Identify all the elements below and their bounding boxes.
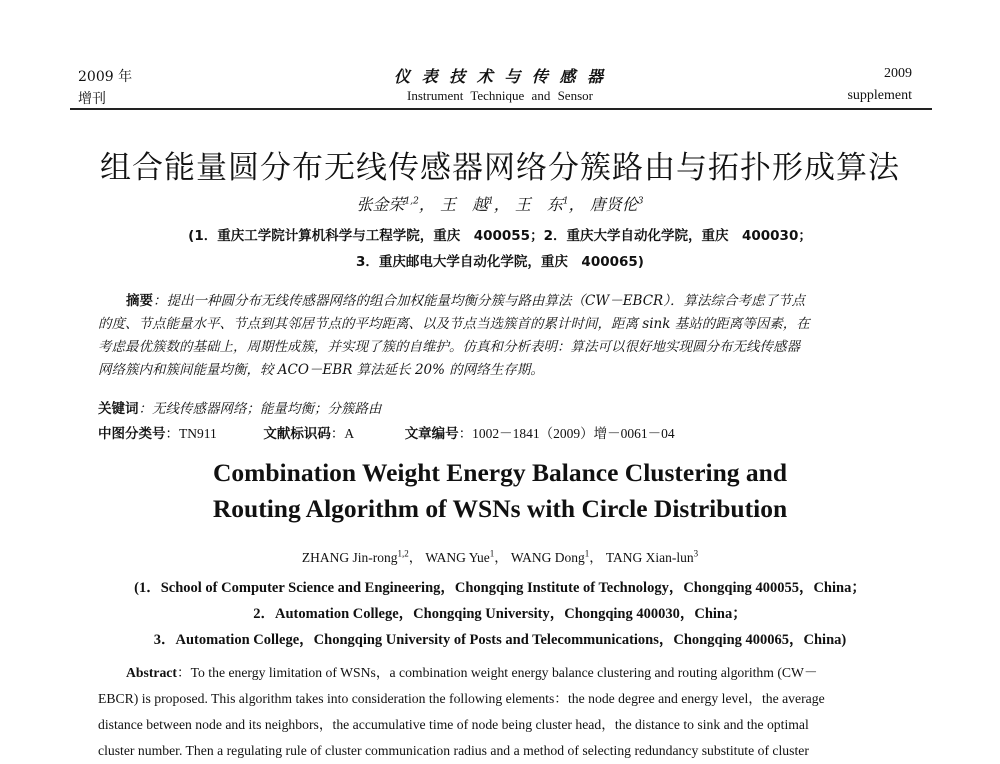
doc-code-label: 文献标识码: [263, 426, 331, 442]
journal-title-en: Instrument Technique and Sensor: [407, 88, 593, 103]
paper-title-en-line-2: Routing Algorithm of WSNs with Circle Distribution: [212, 494, 788, 523]
author-cn-4: 唐贤伦: [589, 195, 638, 214]
clc-label: 中图分类号: [98, 426, 166, 442]
author-en-4: TANG Xian-lun: [605, 550, 694, 565]
author-en-1: ZHANG Jin-rong: [301, 550, 398, 565]
authors-en: ZHANG Jin-rong$^{1,2}$， WANG Yue$^1$， WANG Dong$^1$， TANG Xian-lun$^3$: [301, 548, 699, 565]
article-no-value: ：1002－1841（2009）增－0061－04: [458, 426, 675, 441]
abstract-cn-line-2: 的度、节点能量水平、节点到其邻居节点的平均距离、以及节点当选簇首的累计时间，距离 sink 基站的距离等因素，在: [98, 316, 810, 332]
author-en-3: WANG Dong: [510, 550, 585, 565]
clc-value: ：TN911: [165, 426, 217, 441]
abstract-en-label: Abstract: [126, 665, 177, 680]
keywords-cn: [98, 398, 382, 421]
article-no-label: 文章编号: [404, 426, 459, 442]
paper-title-en-line-1: Combination Weight Energy Balance Clustering and: [212, 458, 788, 487]
author-en-1-sup: 1,2: [397, 548, 409, 559]
author-cn-1: 张金荣: [356, 195, 405, 214]
abstract-cn-line-3: 考虑最优簇数的基础上，周期性成簇，并实现了簇的自维护。仿真和分析表明：算法可以很好地实现圆分布无线传感器: [98, 339, 800, 355]
keywords-label: 关键词: [98, 401, 139, 417]
header-rule: [70, 108, 932, 110]
author-en-2-sup: 1: [489, 548, 495, 559]
header-right-sub: supplement: [847, 88, 912, 103]
affiliation-cn-line-2: 3．重庆邮电大学自动化学院，重庆 400065): [356, 254, 644, 270]
affiliation-cn-line-1: (1．重庆工学院计算机科学与工程学院，重庆 400055；2．重庆大学自动化学院，重庆 400030；: [188, 228, 812, 244]
classification-line: [98, 422, 918, 446]
abstract-en-line-1: ：To the energy limitation of WSNs，a combination weight energy balance clustering and routing algorithm (CW－: [176, 665, 818, 680]
author-en-3-sup: 1: [584, 548, 590, 559]
abstract-en-line-2: EBCR) is proposed. This algorithm takes into consideration the following elements：the node degree and energy level，the average: [98, 691, 825, 706]
affiliation-en-line-3: 3．Automation College，Chongqing University of Posts and Telecommunications，Chongqing 400065，China): [153, 632, 847, 648]
affiliation-en-line-2: 2．Automation College，Chongqing University，Chongqing 400030，China；: [253, 606, 747, 622]
abstract-cn-line-4: 网络簇内和簇间能量均衡，较 ACO－EBR 算法延长 20% 的网络生存期。: [98, 362, 544, 378]
author-en-2: WANG Yue: [425, 550, 490, 565]
abstract-cn-label: 摘要: [126, 293, 153, 309]
author-cn-2: 王 越: [439, 195, 488, 214]
authors-cn: 张金荣$^{1,2}$， 王 越$^1$， 王 东$^1$， 唐贤伦$^3$: [356, 195, 644, 214]
abstract-cn: [98, 290, 908, 382]
affiliation-en-line-1: (1．School of Computer Science and Engineering，Chongqing Institute of Technology，Chongqing 400055，China；: [134, 580, 866, 596]
abstract-en: [98, 660, 908, 764]
paper-title-cn: 组合能量圆分布无线传感器网络分簇路由与拓扑形成算法: [100, 150, 900, 186]
abstract-cn-line-1: ：提出一种圆分布无线传感器网络的组合加权能量均衡分簇与路由算法（CW－EBCR）．算法综合考虑了节点: [153, 293, 805, 309]
journal-title-cn: 仪 表 技 术 与 传 感 器: [394, 67, 606, 86]
keywords-text: ：无线传感器网络；能量均衡；分簇路由: [138, 401, 382, 417]
author-en-4-sup: 3: [693, 548, 699, 559]
author-cn-1-sup: 1,2: [404, 196, 419, 207]
author-cn-2-sup: 1: [488, 196, 494, 207]
abstract-en-line-4: cluster number. Then a regulating rule of cluster communication radius and a method of selecting redundancy substitute of cluster: [98, 743, 809, 758]
doc-code-value: ：A: [330, 426, 355, 441]
header-left-year: 2009 年: [78, 69, 133, 85]
author-cn-3: 王 东: [514, 195, 563, 214]
abstract-en-line-3: distance between node and its neighbors，the accumulative time of node being cluster head，the distance to sink and the optimal: [98, 717, 809, 732]
author-cn-4-sup: 3: [637, 196, 644, 207]
header-left-sub: 增刊: [78, 91, 106, 107]
header-right-year: 2009: [884, 66, 912, 81]
author-cn-3-sup: 1: [562, 196, 569, 207]
